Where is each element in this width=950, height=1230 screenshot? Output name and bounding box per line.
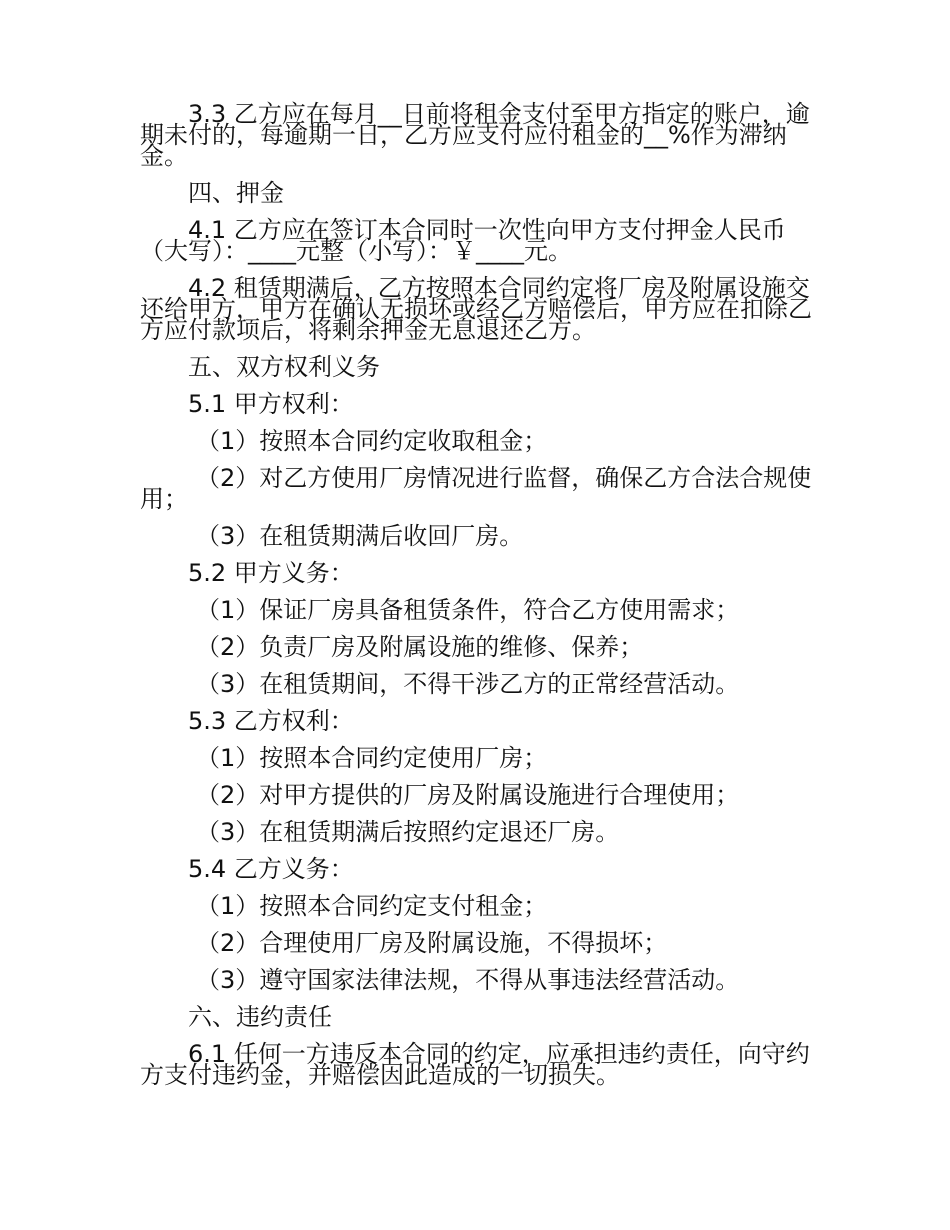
- clause-5-1-item-3: （3）在租赁期满后收回厂房。: [196, 522, 524, 550]
- document-body: [140, 100, 812, 1102]
- clause-5-3-item-2: （2）对甲方提供的厂房及附属设施进行合理使用；: [196, 781, 740, 809]
- clause-4-2: 4.2 租赁期满后，乙方按照本合同约定将厂房及附属设施交还给甲方，甲方在确认无损坏或经乙方赔偿后，甲方应在扣除乙方应付款项后，将剩余押金无息退还乙方。: [140, 274, 812, 344]
- section-heading-6: 六、违约责任: [188, 1003, 332, 1031]
- clause-5-1: 5.1 甲方权利：: [188, 390, 354, 418]
- clause-5-3-item-1: （1）按照本合同约定使用厂房；: [196, 744, 548, 772]
- clause-5-1-item-1: （1）按照本合同约定收取租金；: [196, 427, 548, 455]
- clause-5-4-item-2: （2）合理使用厂房及附属设施，不得损坏；: [196, 929, 668, 957]
- clause-3-3: 3.3 乙方应在每月__日前将租金支付至甲方指定的账户，逾期未付的，每逾期一日，乙方应支付应付租金的__%作为滞纳金。: [140, 100, 810, 170]
- clause-5-4-item-3: （3）遵守国家法律法规，不得从事违法经营活动。: [196, 966, 740, 994]
- clause-5-2-item-3: （3）在租赁期间，不得干涉乙方的正常经营活动。: [196, 670, 740, 698]
- section-heading-5: 五、双方权利义务: [188, 353, 380, 381]
- clause-5-2: 5.2 甲方义务：: [188, 559, 354, 587]
- section-heading-4: 四、押金: [188, 179, 284, 207]
- clause-4-1: 4.1 乙方应在签订本合同时一次性向甲方支付押金人民币（大写）：____元整（小写）：￥____元。: [140, 216, 786, 265]
- clause-6-1: 6.1 任何一方违反本合同的约定，应承担违约责任，向守约方支付违约金，并赔偿因此造成的一切损失。: [140, 1040, 810, 1089]
- clause-5-4-item-1: （1）按照本合同约定支付租金；: [196, 892, 548, 920]
- clause-5-2-item-1: （1）保证厂房具备租赁条件，符合乙方使用需求；: [196, 596, 740, 624]
- clause-5-3: 5.3 乙方权利：: [188, 707, 354, 735]
- clause-5-4: 5.4 乙方义务：: [188, 855, 354, 883]
- clause-5-2-item-2: （2）负责厂房及附属设施的维修、保养；: [196, 633, 644, 661]
- clause-5-1-item-2: （2）对乙方使用厂房情况进行监督，确保乙方合法合规使用；: [140, 464, 812, 513]
- clause-5-3-item-3: （3）在租赁期满后按照约定退还厂房。: [196, 818, 620, 846]
